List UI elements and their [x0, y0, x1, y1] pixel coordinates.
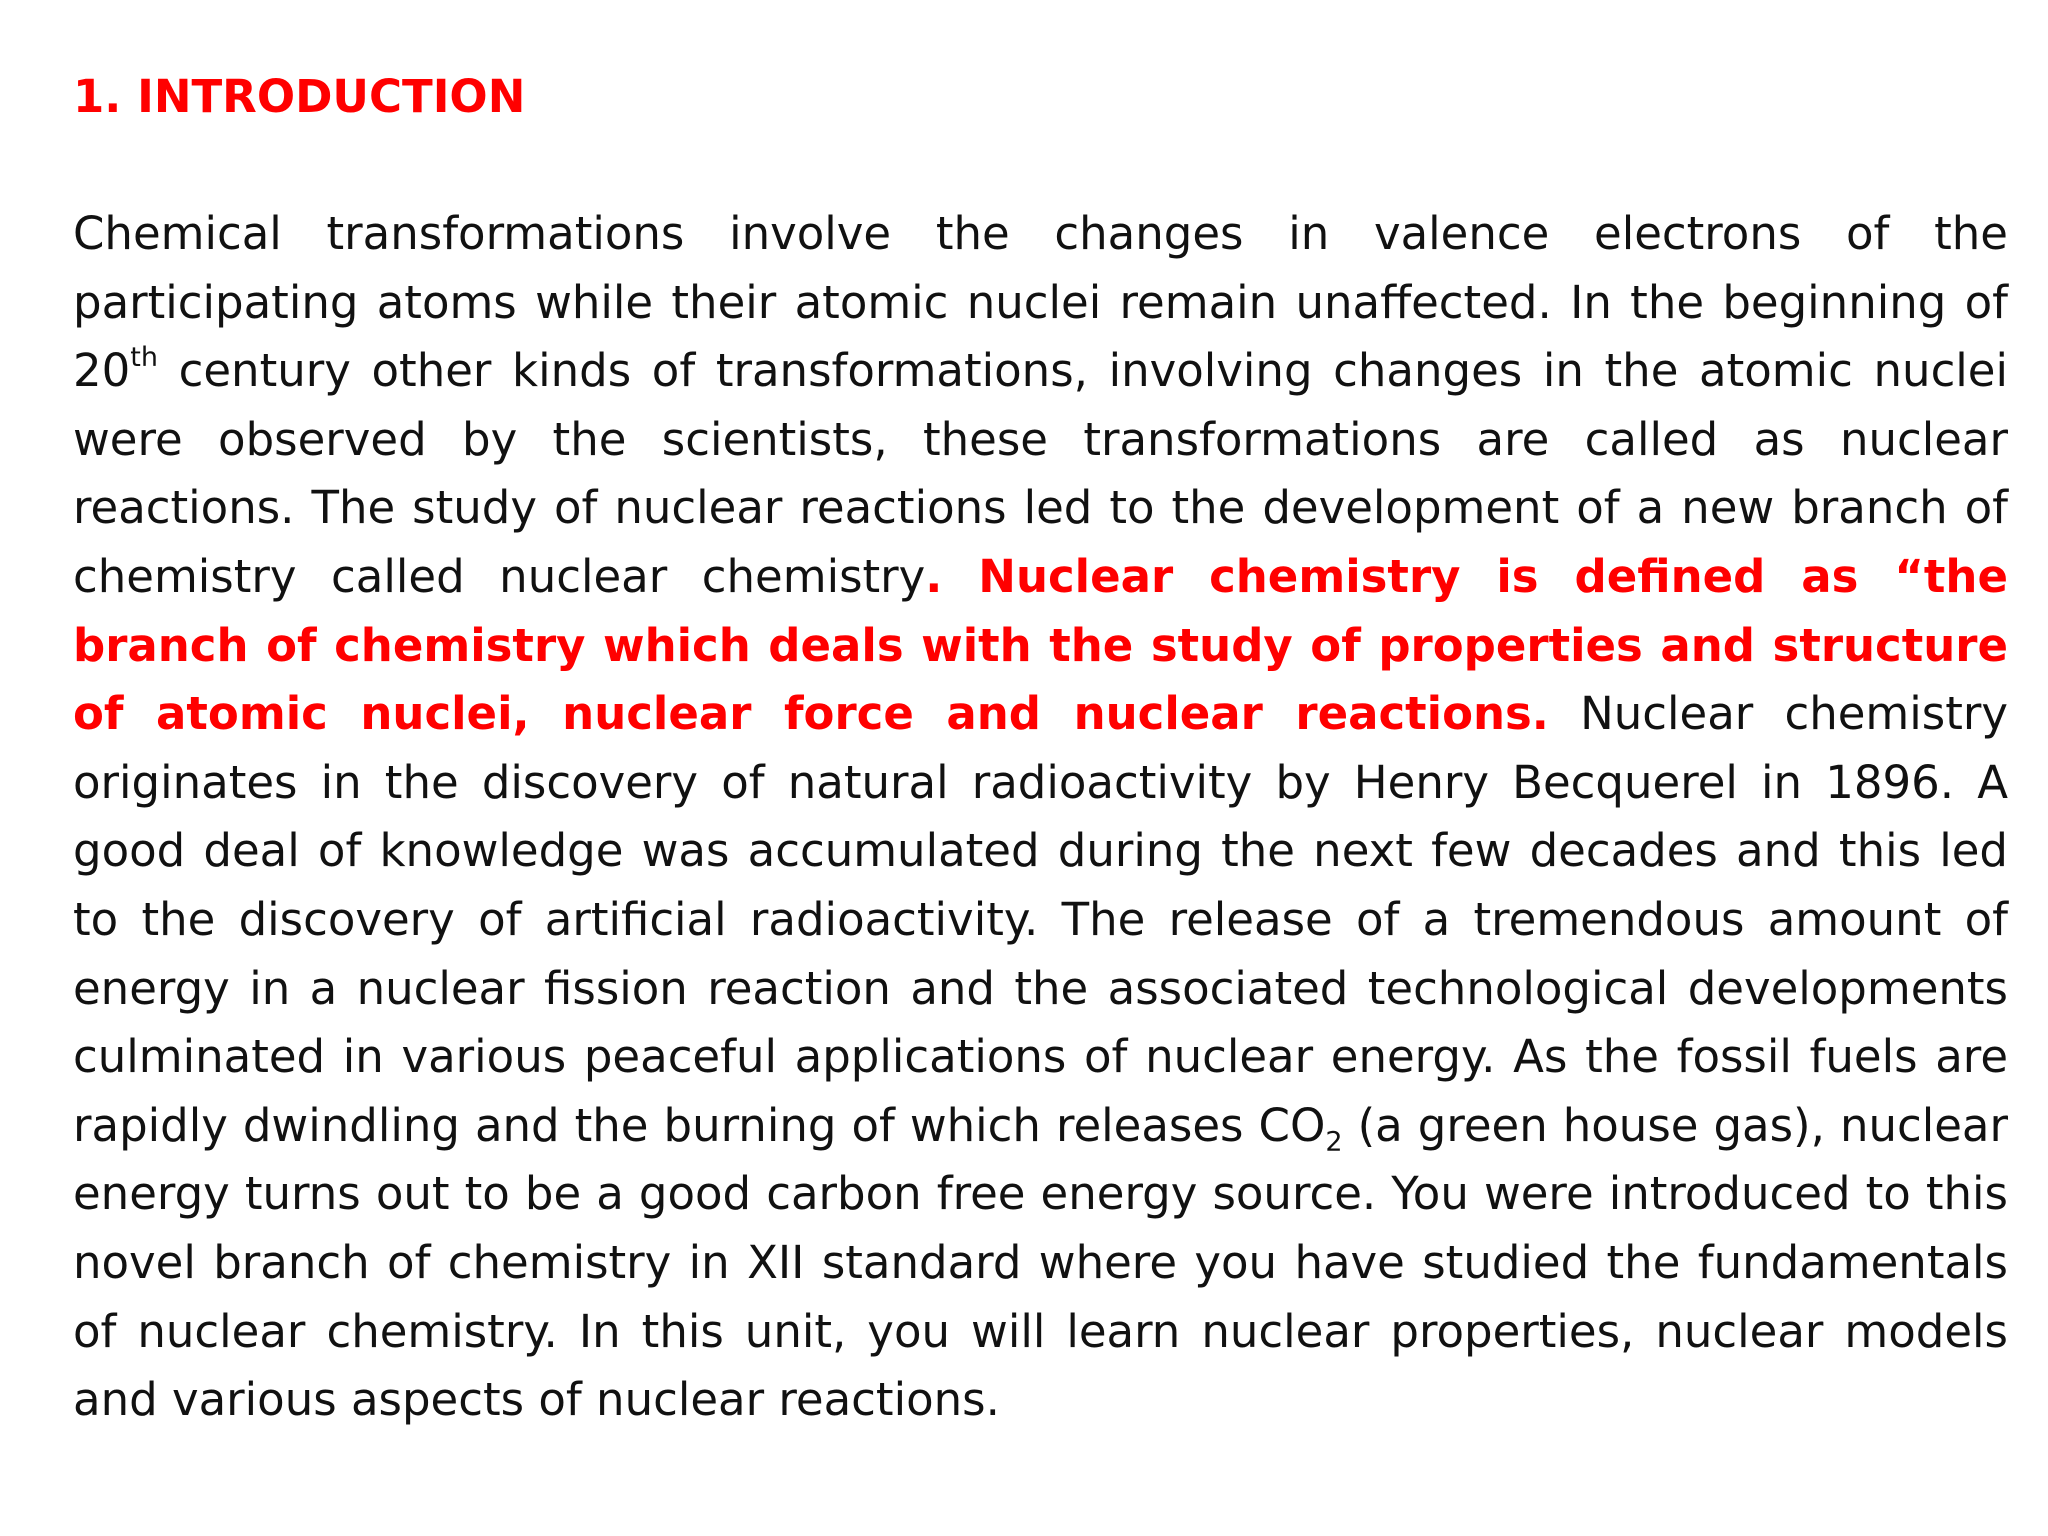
co2-subscript: 2	[1325, 1126, 1343, 1158]
paragraph-text-3: Nuclear chemistry originates in the discovery of natural radioactivity by Henry Becquerel in 1896. A good deal of knowledge was accumulated during the next few decades and this led to the discovery of artificial radioactivity. The release of a tremendous amount of energy in a nuclear fission reaction and the associated technological developments culminated in various peaceful applications of nuclear energy. As the fossil fuels are rapidly dwindling and the burning of which releases CO	[73, 687, 2008, 1152]
paragraph-text-2: century other kinds of transformations, involving changes in the atomic nuclei were observed by the scientists, these transformations are called as nuclear reactions. The study of nuclear reactions led to the development of a new branch of chemistry called nuclear chemistry	[73, 344, 2008, 603]
definition-highlight: . Nuclear chemistry is defined as “the branch of chemistry which deals with the study of properties and structure of atomic nuclei, nuclear force and nuclear reactions.	[73, 549, 2008, 741]
paragraph-text-4: (a green house gas), nuclear energy turns out to be a good carbon free energy source. You were introduced to this novel branch of chemistry in XII standard where you have studied the fundamentals of nuclear chemistry. In this unit, you will learn nuclear properties, nuclear models and various aspects of nuclear reactions.	[73, 1098, 2008, 1427]
ordinal-superscript: th	[130, 341, 158, 373]
introduction-paragraph	[73, 200, 2008, 1435]
paragraph-text-1: Chemical transformations involve the changes in valence electrons of the participating atoms while their atomic nuclei remain unaffected. In the beginning of 20	[73, 207, 2008, 398]
section-heading: 1. INTRODUCTION	[73, 70, 526, 123]
